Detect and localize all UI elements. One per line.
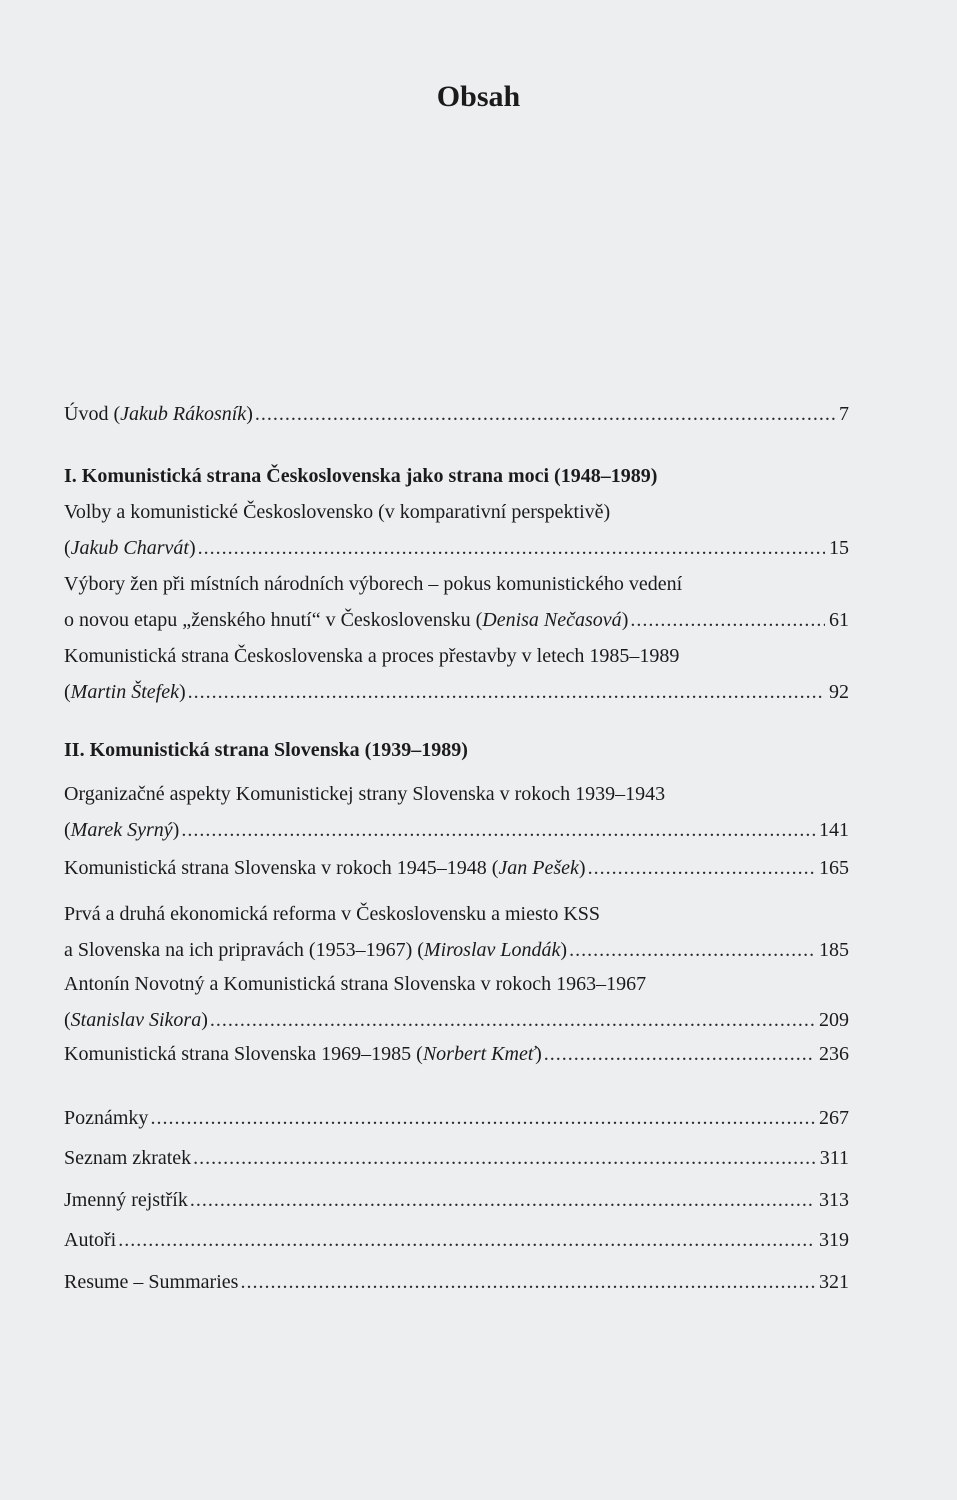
entry-closing-paren: ) [578, 857, 586, 879]
toc-entry [64, 1140, 849, 1176]
entry-closing-paren: ) [172, 819, 180, 841]
entry-label [64, 602, 628, 638]
toc-entry [64, 1036, 849, 1072]
page-number: 311 [819, 1147, 849, 1169]
entry-author: Jakub Rákosník [120, 403, 247, 425]
entry-title-text: Seznam zkratek [64, 1147, 192, 1169]
page-number: 165 [819, 857, 849, 879]
toc-entry [64, 566, 849, 638]
dot-leader [118, 1222, 815, 1258]
entry-closing-paren: ) [188, 537, 196, 559]
entry-last-line [64, 1036, 849, 1072]
toc-entry [64, 1182, 849, 1218]
page-number: 141 [819, 819, 849, 841]
entry-title-line: Výbory žen při místních národních výborech – pokus komunistického vedení [64, 573, 683, 595]
entry-last-line [64, 674, 849, 710]
toc-entry [64, 396, 849, 432]
entry-title-line: Komunistická strana Československa a proces přestavby v letech 1985–1989 [64, 645, 680, 667]
section-heading: I. Komunistická strana Československa jako strana moci (1948–1989) [64, 465, 658, 487]
dot-leader [198, 530, 825, 566]
page-number: 321 [819, 1271, 849, 1293]
entry-last-line [64, 932, 849, 968]
entry-closing-paren: ) [246, 403, 253, 425]
entry-last-line [64, 1002, 849, 1038]
entry-title-text: o novou etapu „ženského hnutí“ v Československu ( [64, 609, 483, 631]
entry-last-line [64, 602, 849, 638]
toc-entry [64, 776, 849, 848]
entry-title-text: Resume – Summaries [64, 1271, 239, 1293]
toc-entry [64, 1100, 849, 1136]
entry-title-text: Poznámky [64, 1107, 149, 1129]
dot-leader [188, 674, 825, 710]
entry-title-text: Jmenný rejstřík [64, 1189, 188, 1211]
entry-label [64, 1002, 208, 1038]
dot-leader [544, 1036, 815, 1072]
entry-last-line [64, 1222, 849, 1258]
entry-last-line [64, 1140, 849, 1176]
dot-leader [190, 1182, 815, 1218]
page-title: Obsah [436, 80, 521, 113]
entry-closing-paren: ) [535, 1043, 542, 1065]
entry-last-line [64, 850, 849, 886]
entry-label [64, 1036, 542, 1072]
entry-author: Miroslav Londák [423, 939, 561, 961]
entry-last-line [64, 530, 849, 566]
entry-author: Marek Syrný [70, 819, 173, 841]
entry-label [64, 1100, 148, 1136]
page-number: 319 [819, 1229, 849, 1251]
entry-last-line [64, 396, 849, 432]
page-number: 15 [829, 537, 849, 559]
page-number: 267 [819, 1107, 849, 1129]
entry-title-line: Prvá a druhá ekonomická reforma v Československu a miesto KSS [64, 903, 601, 925]
section-heading: II. Komunistická strana Slovenska (1939–1989) [64, 739, 468, 761]
page-number: 209 [819, 1009, 849, 1031]
dot-leader [588, 850, 815, 886]
entry-last-line [64, 1264, 849, 1300]
entry-label [64, 396, 253, 432]
toc-entry [64, 850, 849, 886]
page-number: 185 [819, 939, 849, 961]
entry-closing-paren: ) [201, 1009, 208, 1031]
page-number: 92 [829, 681, 849, 703]
toc-entry [64, 1222, 849, 1258]
toc-entry [64, 896, 849, 968]
entry-label [64, 932, 567, 968]
page-number: 7 [839, 403, 849, 425]
entry-title-line: Organizačné aspekty Komunistickej strany Slovenska v rokoch 1939–1943 [64, 783, 666, 805]
dot-leader [569, 932, 815, 968]
entry-label [64, 674, 186, 710]
entry-last-line [64, 1100, 849, 1136]
entry-title-text: Komunistická strana Slovenska v rokoch 1945–1948 ( [64, 857, 499, 879]
page-number: 61 [829, 609, 849, 631]
entry-author: Jan Pešek [498, 857, 579, 879]
entry-author: Martin Štefek [70, 681, 179, 703]
toc-entry [64, 966, 849, 1038]
entry-last-line [64, 1182, 849, 1218]
toc-entry [64, 1264, 849, 1300]
entry-title-text: ( [64, 681, 71, 703]
entry-author: Norbert Kmeť [422, 1043, 536, 1065]
entry-label [64, 1182, 188, 1218]
dot-leader [150, 1100, 815, 1136]
entry-closing-paren: ) [560, 939, 568, 961]
entry-author: Denisa Nečasová [482, 609, 622, 631]
entry-title-text: a Slovenska na ich pripravách (1953–1967) ( [64, 939, 424, 961]
entry-title-text: ( [64, 1009, 71, 1031]
entry-title-text: Úvod ( [64, 403, 121, 425]
entry-title-text: ( [64, 819, 71, 841]
page-number: 236 [819, 1043, 849, 1065]
entry-title-text: Komunistická strana Slovenska 1969–1985 ( [64, 1043, 423, 1065]
toc-entry [64, 638, 849, 710]
entry-last-line [64, 812, 849, 848]
dot-leader [210, 1002, 815, 1038]
entry-title-text: Autoři [64, 1229, 117, 1251]
entry-label [64, 812, 179, 848]
dot-leader [181, 812, 815, 848]
entry-author: Jakub Charvát [70, 537, 189, 559]
entry-label [64, 850, 586, 886]
dot-leader [193, 1140, 816, 1176]
dot-leader [630, 602, 825, 638]
toc-entry [64, 494, 849, 566]
entry-label [64, 1264, 238, 1300]
entry-label [64, 530, 196, 566]
entry-closing-paren: ) [621, 609, 629, 631]
entry-author: Stanislav Sikora [70, 1009, 202, 1031]
dot-leader [255, 396, 835, 432]
entry-title-line: Antonín Novotný a Komunistická strana Slovenska v rokoch 1963–1967 [64, 973, 647, 995]
entry-label [64, 1222, 116, 1258]
dot-leader [240, 1264, 815, 1300]
entry-closing-paren: ) [178, 681, 186, 703]
page-number: 313 [819, 1189, 849, 1211]
entry-title-text: ( [64, 537, 71, 559]
entry-title-line: Volby a komunistické Československo (v komparativní perspektivě) [64, 501, 611, 523]
entry-label [64, 1140, 191, 1176]
